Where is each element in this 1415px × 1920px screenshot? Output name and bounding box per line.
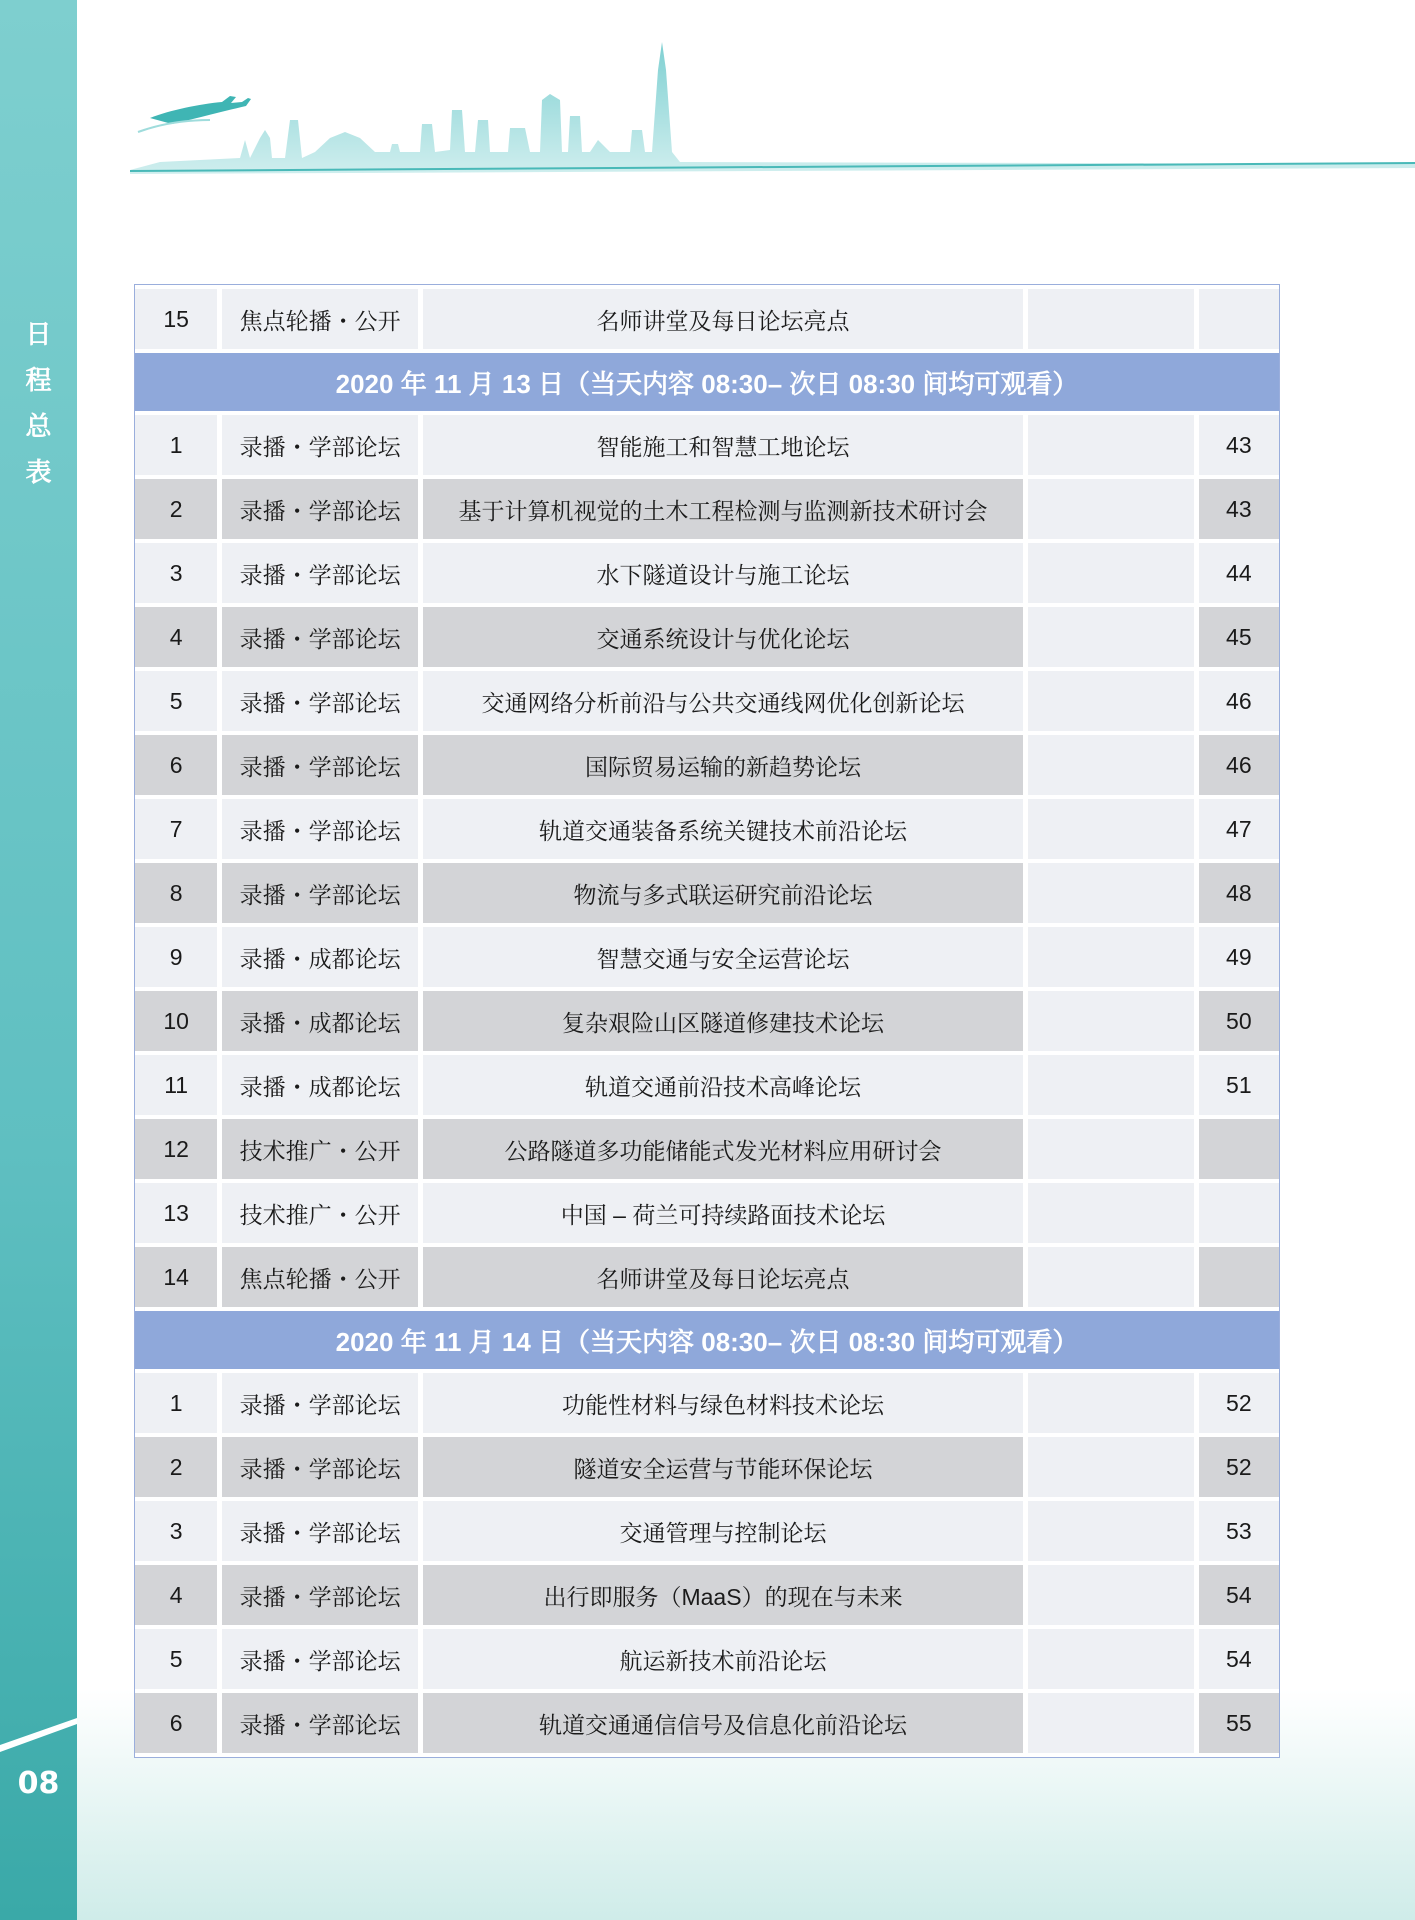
sidebar-title xyxy=(0,312,77,496)
session-title: 名师讲堂及每日论坛亮点 xyxy=(423,1247,1028,1307)
table-row xyxy=(135,1247,1279,1307)
session-title: 交通管理与控制论坛 xyxy=(423,1501,1028,1561)
session-type: 焦点轮播・公开 xyxy=(222,1247,423,1307)
page-ref: 53 xyxy=(1199,1501,1279,1561)
row-number: 12 xyxy=(135,1119,222,1179)
session-type: 录播・学部论坛 xyxy=(222,415,423,475)
blank-cell xyxy=(1028,1055,1199,1115)
session-title: 国际贸易运输的新趋势论坛 xyxy=(423,735,1028,795)
session-title: 名师讲堂及每日论坛亮点 xyxy=(423,289,1028,349)
row-number: 4 xyxy=(135,1565,222,1625)
table-row xyxy=(135,799,1279,859)
sidebar-title-char: 程 xyxy=(25,366,52,396)
session-type: 录播・成都论坛 xyxy=(222,1055,423,1115)
session-type: 录播・学部论坛 xyxy=(222,799,423,859)
session-type: 录播・学部论坛 xyxy=(222,607,423,667)
blank-cell xyxy=(1028,1183,1199,1243)
table-row xyxy=(135,1693,1279,1753)
table-row xyxy=(135,1501,1279,1561)
row-number: 11 xyxy=(135,1055,222,1115)
table-row xyxy=(135,415,1279,475)
page-ref: 46 xyxy=(1199,671,1279,731)
session-type: 录播・学部论坛 xyxy=(222,1565,423,1625)
session-type: 焦点轮播・公开 xyxy=(222,289,423,349)
page-ref: 49 xyxy=(1199,927,1279,987)
sidebar-title-char: 总 xyxy=(25,412,52,442)
table-row xyxy=(135,735,1279,795)
blank-cell xyxy=(1028,1565,1199,1625)
page-ref: 46 xyxy=(1199,735,1279,795)
blank-cell xyxy=(1028,289,1199,349)
blank-cell xyxy=(1028,1501,1199,1561)
sidebar-title-char: 日 xyxy=(25,320,52,350)
session-type: 录播・学部论坛 xyxy=(222,735,423,795)
table-row xyxy=(135,479,1279,539)
session-title: 基于计算机视觉的土木工程检测与监测新技术研讨会 xyxy=(423,479,1028,539)
session-title: 公路隧道多功能储能式发光材料应用研讨会 xyxy=(423,1119,1028,1179)
session-title: 隧道安全运营与节能环保论坛 xyxy=(423,1437,1028,1497)
session-title: 功能性材料与绿色材料技术论坛 xyxy=(423,1373,1028,1433)
table-row xyxy=(135,1119,1279,1179)
row-number: 3 xyxy=(135,543,222,603)
table-row xyxy=(135,671,1279,731)
session-title: 轨道交通装备系统关键技术前沿论坛 xyxy=(423,799,1028,859)
page-ref: 55 xyxy=(1199,1693,1279,1753)
page-ref: 43 xyxy=(1199,415,1279,475)
blank-cell xyxy=(1028,415,1199,475)
row-number: 10 xyxy=(135,991,222,1051)
session-title: 中国 – 荷兰可持续路面技术论坛 xyxy=(423,1183,1028,1243)
blank-cell xyxy=(1028,1437,1199,1497)
blank-cell xyxy=(1028,991,1199,1051)
session-type: 技术推广・公开 xyxy=(222,1119,423,1179)
page-ref: 43 xyxy=(1199,479,1279,539)
table-row xyxy=(135,863,1279,923)
blank-cell xyxy=(1028,479,1199,539)
session-type: 录播・学部论坛 xyxy=(222,1629,423,1689)
date-header-row xyxy=(135,353,1279,411)
row-number: 5 xyxy=(135,1629,222,1689)
session-title: 水下隧道设计与施工论坛 xyxy=(423,543,1028,603)
session-title: 交通网络分析前沿与公共交通线网优化创新论坛 xyxy=(423,671,1028,731)
row-number: 9 xyxy=(135,927,222,987)
session-title: 物流与多式联运研究前沿论坛 xyxy=(423,863,1028,923)
session-type: 录播・成都论坛 xyxy=(222,927,423,987)
session-title: 复杂艰险山区隧道修建技术论坛 xyxy=(423,991,1028,1051)
date-header: 2020 年 11 月 13 日（当天内容 08:30– 次日 08:30 间均可观看） xyxy=(135,353,1279,411)
blank-cell xyxy=(1028,671,1199,731)
page-ref xyxy=(1199,1119,1279,1179)
page-ref xyxy=(1199,1247,1279,1307)
row-number: 8 xyxy=(135,863,222,923)
session-title: 轨道交通前沿技术高峰论坛 xyxy=(423,1055,1028,1115)
city-skyline-banner xyxy=(130,40,1415,180)
table-row xyxy=(135,927,1279,987)
airplane-icon xyxy=(138,96,251,132)
session-title: 智能施工和智慧工地论坛 xyxy=(423,415,1028,475)
blank-cell xyxy=(1028,927,1199,987)
blank-cell xyxy=(1028,735,1199,795)
blank-cell xyxy=(1028,543,1199,603)
page-ref: 52 xyxy=(1199,1437,1279,1497)
row-number: 2 xyxy=(135,479,222,539)
row-number: 7 xyxy=(135,799,222,859)
sidebar-title-char: 表 xyxy=(25,458,52,488)
session-title: 出行即服务（MaaS）的现在与未来 xyxy=(423,1565,1028,1625)
blank-cell xyxy=(1028,1693,1199,1753)
page-ref: 50 xyxy=(1199,991,1279,1051)
row-number: 5 xyxy=(135,671,222,731)
table-row xyxy=(135,991,1279,1051)
session-title: 智慧交通与安全运营论坛 xyxy=(423,927,1028,987)
page-ref: 47 xyxy=(1199,799,1279,859)
page-ref: 45 xyxy=(1199,607,1279,667)
sidebar-divider-stripe xyxy=(0,1700,77,1760)
row-number: 2 xyxy=(135,1437,222,1497)
table-row xyxy=(135,543,1279,603)
table-row xyxy=(135,1183,1279,1243)
page-ref xyxy=(1199,1183,1279,1243)
blank-cell xyxy=(1028,1119,1199,1179)
table-row xyxy=(135,607,1279,667)
table-row xyxy=(135,1373,1279,1433)
blank-cell xyxy=(1028,1247,1199,1307)
page-ref: 54 xyxy=(1199,1565,1279,1625)
row-number: 6 xyxy=(135,735,222,795)
session-type: 录播・学部论坛 xyxy=(222,671,423,731)
session-title: 交通系统设计与优化论坛 xyxy=(423,607,1028,667)
session-type: 录播・学部论坛 xyxy=(222,1501,423,1561)
page-ref: 51 xyxy=(1199,1055,1279,1115)
session-type: 录播・学部论坛 xyxy=(222,1373,423,1433)
session-type: 技术推广・公开 xyxy=(222,1183,423,1243)
page-ref: 44 xyxy=(1199,543,1279,603)
page-ref: 54 xyxy=(1199,1629,1279,1689)
table-row xyxy=(135,1565,1279,1625)
page-ref: 48 xyxy=(1199,863,1279,923)
table-row xyxy=(135,1437,1279,1497)
session-type: 录播・学部论坛 xyxy=(222,543,423,603)
session-type: 录播・学部论坛 xyxy=(222,863,423,923)
sidebar xyxy=(0,0,77,1920)
date-header: 2020 年 11 月 14 日（当天内容 08:30– 次日 08:30 间均可观看） xyxy=(135,1311,1279,1369)
blank-cell xyxy=(1028,1373,1199,1433)
row-number: 13 xyxy=(135,1183,222,1243)
blank-cell xyxy=(1028,607,1199,667)
row-number: 1 xyxy=(135,415,222,475)
row-number: 4 xyxy=(135,607,222,667)
row-number: 6 xyxy=(135,1693,222,1753)
table-row xyxy=(135,289,1279,349)
row-number: 1 xyxy=(135,1373,222,1433)
session-type: 录播・学部论坛 xyxy=(222,1437,423,1497)
row-number: 14 xyxy=(135,1247,222,1307)
date-header-row xyxy=(135,1311,1279,1369)
session-type: 录播・学部论坛 xyxy=(222,1693,423,1753)
session-title: 航运新技术前沿论坛 xyxy=(423,1629,1028,1689)
row-number: 3 xyxy=(135,1501,222,1561)
table-row xyxy=(135,1055,1279,1115)
page-ref: 52 xyxy=(1199,1373,1279,1433)
page-number: 08 xyxy=(17,1766,60,1801)
table-row xyxy=(135,1629,1279,1689)
blank-cell xyxy=(1028,799,1199,859)
session-title: 轨道交通通信信号及信息化前沿论坛 xyxy=(423,1693,1028,1753)
session-type: 录播・学部论坛 xyxy=(222,479,423,539)
session-type: 录播・成都论坛 xyxy=(222,991,423,1051)
page-ref xyxy=(1199,289,1279,349)
row-number: 15 xyxy=(135,289,222,349)
blank-cell xyxy=(1028,863,1199,923)
blank-cell xyxy=(1028,1629,1199,1689)
schedule-table xyxy=(134,284,1280,1758)
